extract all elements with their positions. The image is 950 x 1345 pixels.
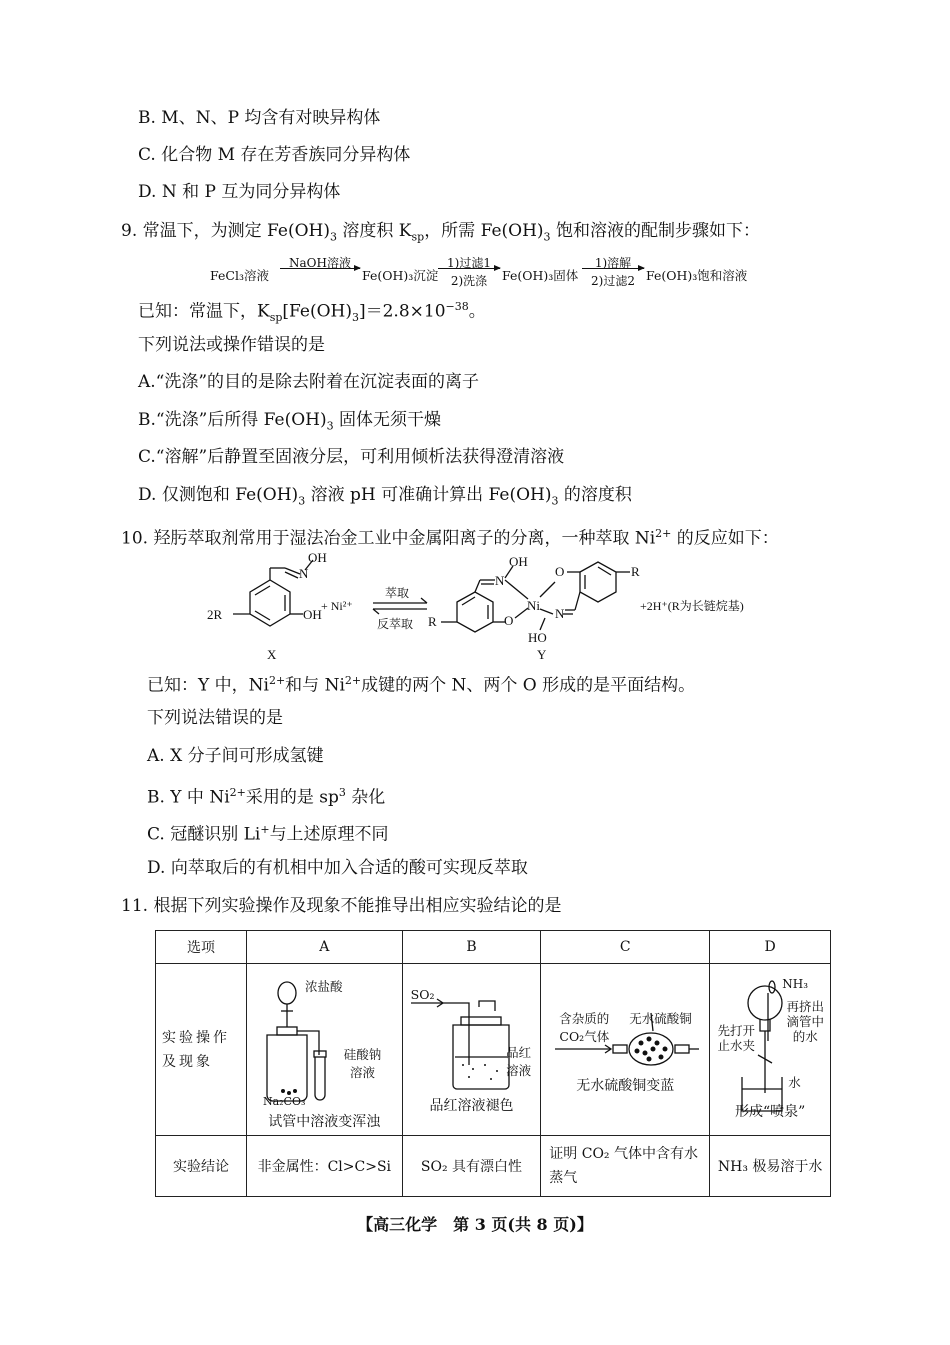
flow-step-2: Fe(OH)₃沉淀 [362, 268, 439, 283]
conclusion-a: 非金属性：Cl>C>Si [246, 1136, 402, 1197]
q11-experiment-table [155, 930, 831, 1197]
q8-option-c: C. 化合物 M 存在芳香族同分异构体 [138, 145, 411, 165]
flow-arrow-2-bottom: 2)洗涤 [450, 274, 488, 288]
plus-ni: + Ni²⁺ [321, 599, 353, 613]
q11-stem: 11. 根据下列实验操作及现象不能推导出相应实验结论的是 [121, 896, 562, 916]
label-impure-co2: 含杂质的CO₂气体 [559, 1010, 610, 1044]
q10-reaction-diagram [195, 552, 775, 667]
label-clamp: 先打开止水夹 [717, 1022, 755, 1053]
label-squeeze: 再挤出滴管中的水 [786, 998, 824, 1044]
caption-d: 形成“喷泉” [734, 1103, 806, 1120]
products-text: +2H⁺(R为长链烷基) [640, 599, 744, 613]
label-so2: SO₂ [410, 986, 435, 1002]
q9-option-b: B.“洗涤”后所得 $Fe(OH)_3$ 固体无须干燥 [138, 410, 442, 433]
label-na2co3: Na₂CO₃ [262, 1094, 306, 1108]
q9-stem: 9. 常温下，为测定 $Fe(OH)_3$ 溶度积 $K_{sp}$，所需 $Fe(OH)_3$ 饱和溶液的配制步骤如下： [121, 221, 760, 244]
q9-option-a: A.“洗涤”的目的是除去附着在沉淀表面的离子 [138, 372, 480, 392]
flow-arrow-2 [438, 254, 500, 289]
header-a: A [246, 931, 402, 964]
cell-c-diagram [541, 964, 710, 1136]
x-2r: 2R [207, 607, 223, 622]
q9-known: 已知：常温下，$K_{sp}[Fe(OH)_3]=2.8\times 10^{-38}$。 [138, 300, 486, 325]
q8-option-b: B. M、N、P 均含有对映异构体 [138, 108, 381, 128]
flow-arrow-1-label: NaOH溶液 [289, 256, 351, 270]
arrow-backward: 反萃取 [377, 617, 414, 631]
label-water: 水 [788, 1074, 801, 1090]
q10-option-d: D. 向萃取后的有机相中加入合适的酸可实现反萃取 [147, 858, 528, 878]
flow-step-4: Fe(OH)₃饱和溶液 [646, 268, 748, 283]
caption-a: 试管中溶液变浑浊 [268, 1113, 381, 1130]
label-nh3: NH₃ [782, 976, 809, 991]
flow-arrow-2-top: 1)过滤1 [447, 256, 491, 270]
cell-d-diagram [710, 964, 831, 1136]
arrow-forward: 萃取 [385, 586, 410, 600]
header-d: D [710, 931, 831, 964]
x-oh-ring: OH [303, 607, 322, 622]
q10-stem: 10. 羟肟萃取剂常用于湿法冶金工业中金属阳离子的分离，一种萃取 $Ni^{2+}$ 的反应如下： [121, 527, 779, 549]
y-ni: Ni [527, 598, 540, 613]
header-c: C [541, 931, 710, 964]
q10-known: 已知：Y 中，$Ni^{2+}$和与 $Ni^{2+}$成键的两个 N、两个 O 形成的是平面结构。 [147, 674, 696, 696]
header-option: 选项 [156, 931, 247, 964]
q10-option-c: C. 冠醚识别 Li+与上述原理不同 [147, 823, 389, 845]
q9-prompt: 下列说法或操作错误的是 [138, 335, 325, 355]
conclusion-c: 证明 CO₂ 气体中含有水蒸气 [541, 1136, 710, 1197]
y-label: Y [537, 647, 547, 662]
y-n-bottom: N [555, 606, 565, 621]
table-row-operation [156, 964, 831, 1136]
conclusion-b: SO₂ 具有漂白性 [402, 1136, 541, 1197]
conclusion-d: NH₃ 极易溶于水 [710, 1136, 831, 1197]
row-label-operation: 实验操作及现象 [156, 964, 247, 1136]
flow-arrow-3-top: 1)溶解 [594, 256, 632, 270]
q10-option-b: B. Y 中 $Ni^{2+}$采用的是 $sp^3$ 杂化 [147, 786, 386, 808]
label-cuso4: 无水硫酸铜 [629, 1010, 692, 1026]
flow-step-1: FeCl₃溶液 [210, 268, 269, 283]
label-dye: 品红溶液 [506, 1044, 532, 1078]
q10-option-a: A. X 分子间可形成氢键 [147, 746, 324, 766]
label-conc-hcl: 浓盐酸 [304, 978, 343, 994]
q9-option-d: D. 仅测饱和 $Fe(OH)_3$ 溶液 pH 可准确计算出 $Fe(OH)_3$ 的溶度积 [138, 485, 632, 508]
flow-arrow-1 [280, 254, 360, 271]
y-ho-bottom: HO [528, 630, 547, 645]
flow-arrow-3-bottom: 2)过滤2 [591, 274, 635, 288]
y-r-right: R [631, 564, 640, 579]
x-oh-top: OH [308, 552, 327, 565]
flow-step-3: Fe(OH)₃固体 [502, 268, 579, 283]
caption-c: 无水硫酸铜变蓝 [576, 1077, 675, 1094]
y-o-left: O [504, 613, 514, 628]
y-n-top: N [495, 573, 505, 588]
page-footer: 【高三化学 第 3 页(共 8 页)】 [357, 1215, 593, 1234]
q8-option-d: D. N 和 P 互为同分异构体 [138, 182, 341, 202]
y-o-right: O [555, 564, 565, 579]
cell-b-diagram [402, 964, 541, 1136]
y-oh-top: OH [509, 554, 528, 569]
x-label: X [267, 647, 277, 662]
table-header-row [156, 931, 831, 964]
label-silicate: 硅酸钠溶液 [343, 1046, 382, 1080]
row-label-conclusion: 实验结论 [156, 1136, 247, 1197]
caption-b: 品红溶液褪色 [429, 1097, 514, 1114]
x-n-atom: N [299, 566, 309, 581]
q9-option-c: C.“溶解”后静置至固液分层，可利用倾析法获得澄清溶液 [138, 447, 565, 467]
apparatus-c [541, 965, 709, 1135]
y-r-left: R [428, 614, 437, 629]
flow-arrow-3 [582, 254, 644, 289]
table-row-conclusion [156, 1136, 831, 1197]
header-b: B [402, 931, 541, 964]
cell-a-diagram [246, 964, 402, 1136]
q10-prompt: 下列说法错误的是 [147, 708, 283, 728]
